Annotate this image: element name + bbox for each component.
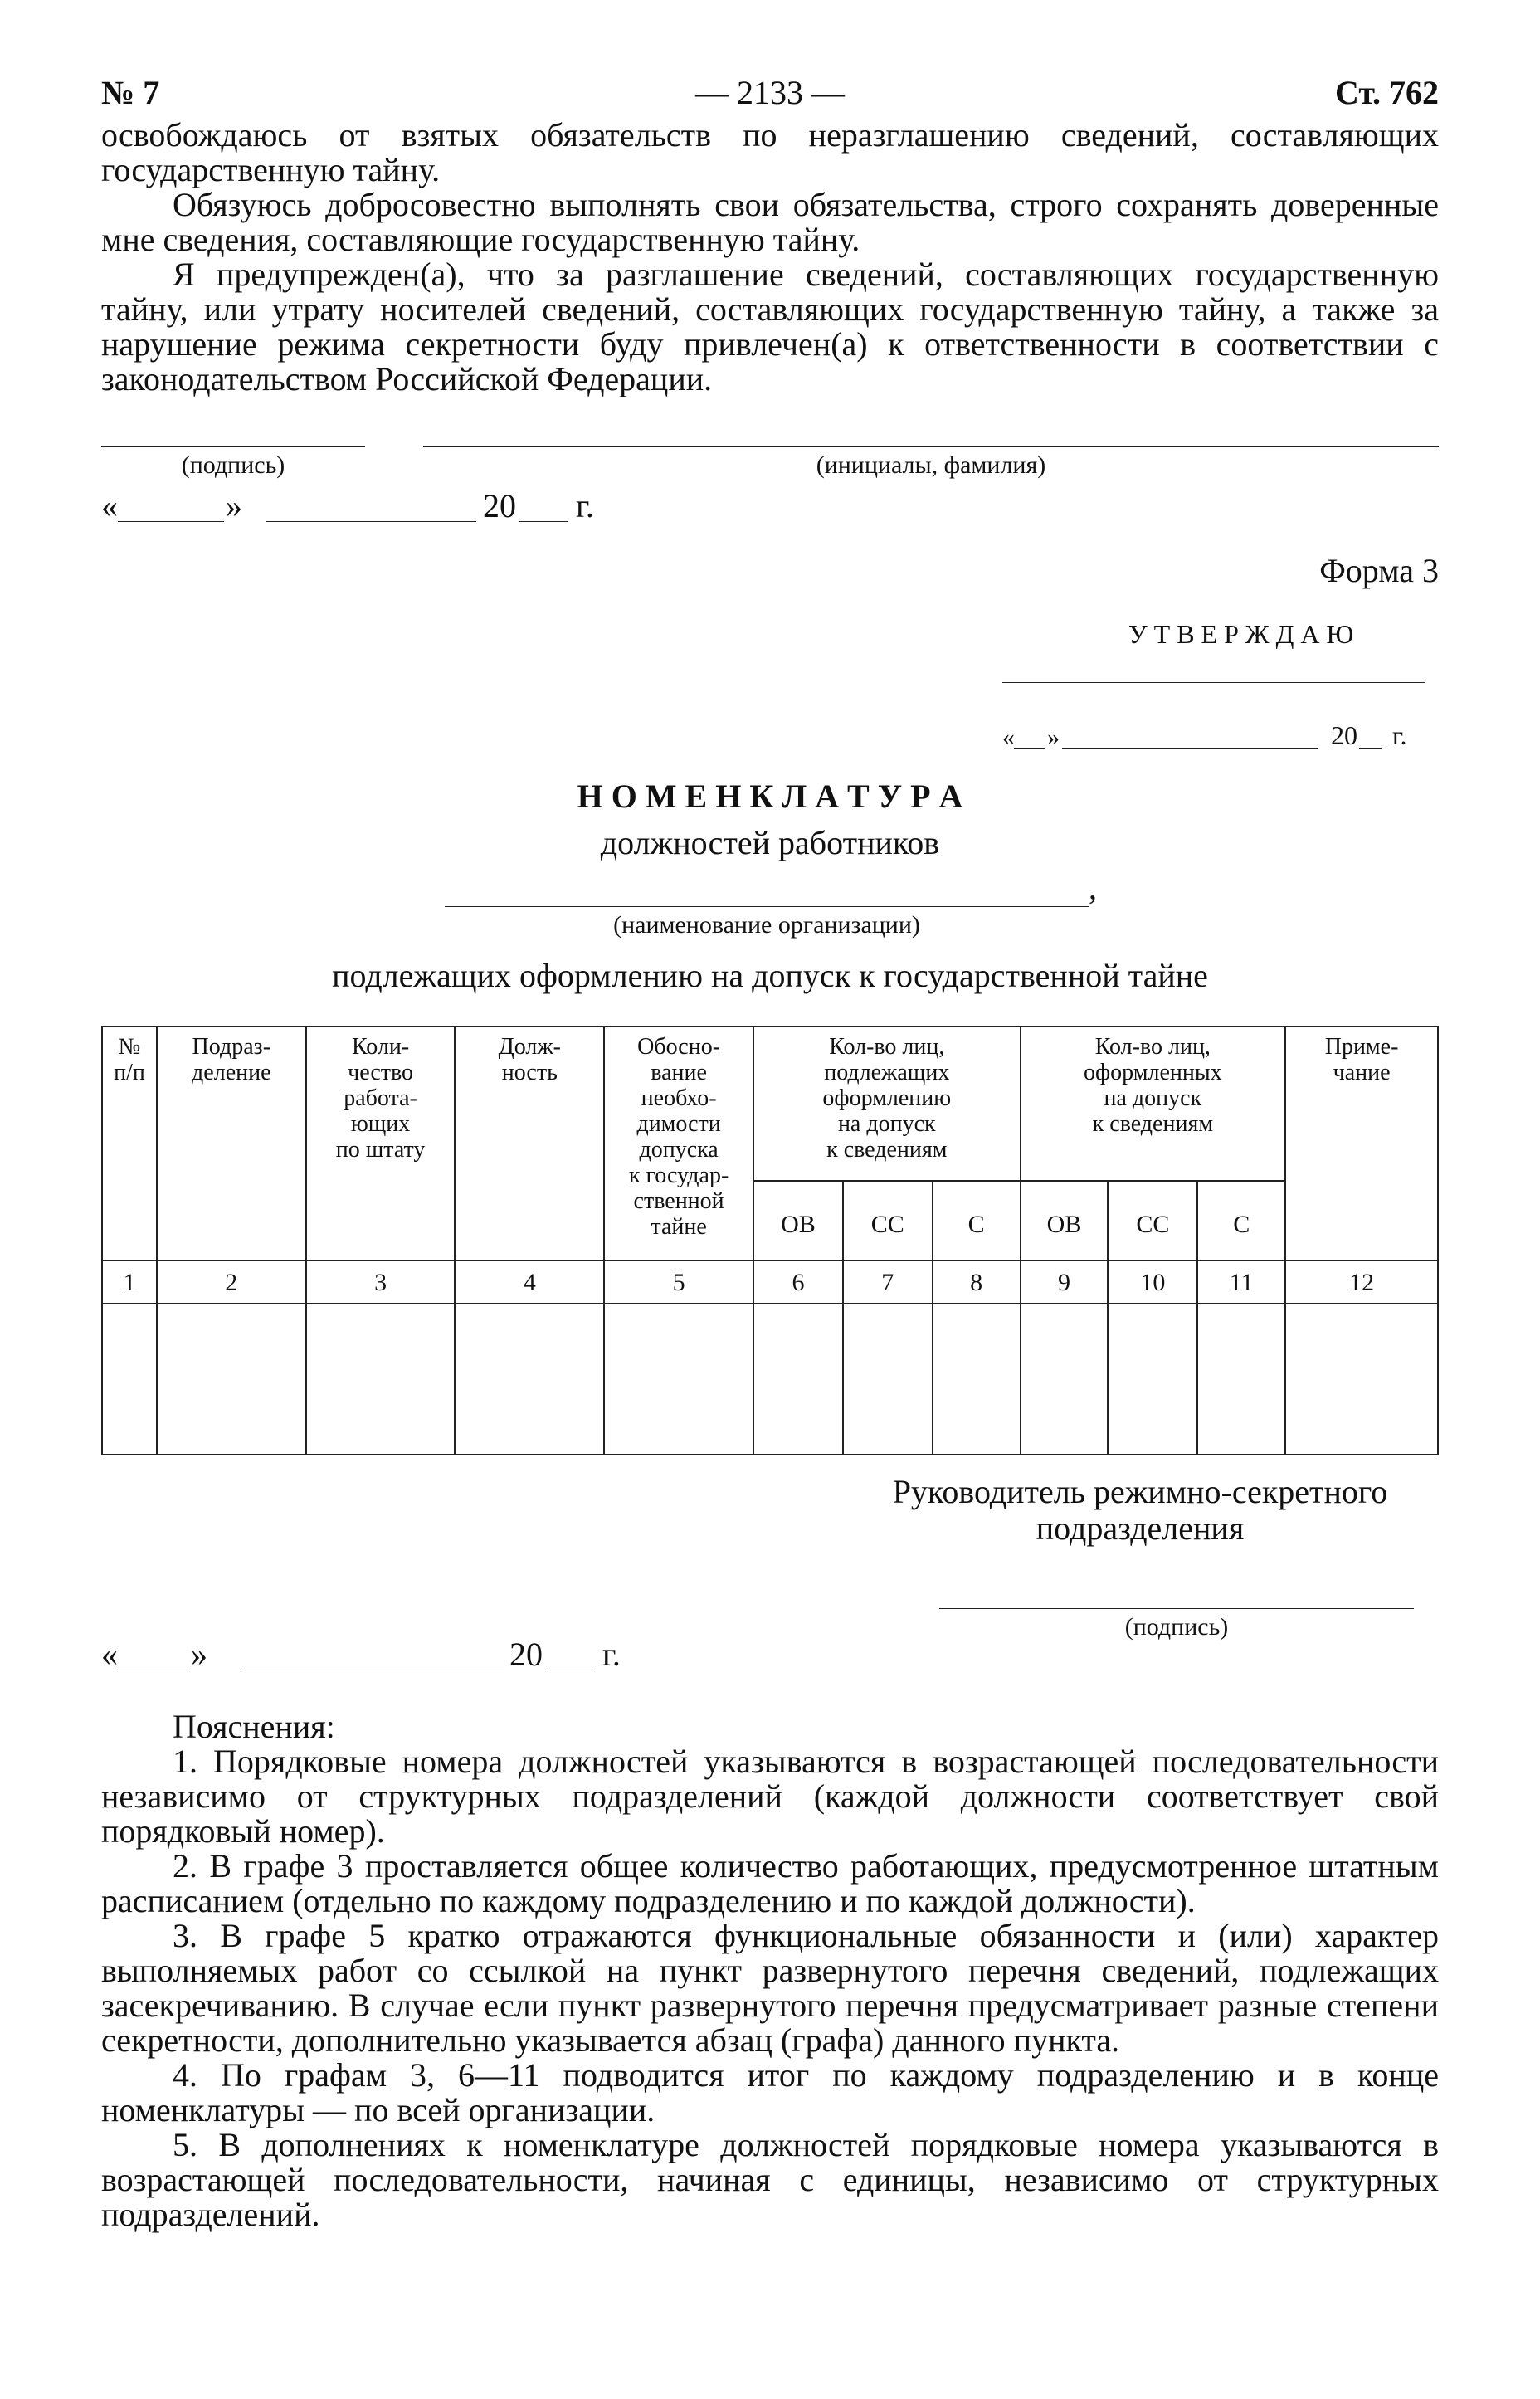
name-line xyxy=(423,446,1439,447)
sub-col-ov-2: ОВ xyxy=(1021,1181,1109,1260)
head-title-line-1: Руководитель режимно-секретного xyxy=(892,1473,1388,1510)
col-number-7: 7 xyxy=(843,1260,933,1304)
col-number-12: 12 xyxy=(1285,1260,1438,1304)
sub-col-s-1: С xyxy=(933,1181,1021,1260)
head-title-line-2: подразделения xyxy=(1036,1509,1245,1547)
col-header-division: Подраз- деление xyxy=(157,1026,306,1260)
col-header-formed-group: Кол-во лиц, оформленных на допуск к сведениям xyxy=(1021,1026,1286,1181)
form-label: Форма 3 xyxy=(1319,552,1439,589)
notes-heading: Пояснения: xyxy=(173,1708,335,1745)
intro-paragraph-3: Я предупрежден(а), что за разглашение сведений, составляющих государственную тайну, или утрату носителей сведений, составляющих государственную тайну, а также за нарушение режима секретности буду привлечен(а) к ответственности в соответствии с законодательством Российской Федерации. xyxy=(101,256,1439,397)
issue-number: № 7 xyxy=(101,74,160,111)
col-number-4: 4 xyxy=(455,1260,604,1304)
col-number-2: 2 xyxy=(157,1260,306,1304)
approve-day-blank xyxy=(1014,748,1045,749)
month-blank xyxy=(266,521,476,522)
note-item-5: 5. В дополнениях к номенклатуре должностей порядковые номера указываются в возрастающей последовательности, начиная с единицы, независимо от структурных подразделений. xyxy=(101,2126,1439,2233)
date-line-1 xyxy=(101,486,1439,536)
head-signature-caption: (подпись) xyxy=(1124,1613,1229,1641)
intro-paragraph-1: освобождаюсь от взятых обязательств по неразглашению сведений, составляющих государственную тайну. xyxy=(101,116,1439,188)
date2-close-quote: » xyxy=(191,1636,207,1673)
approve-year-blank xyxy=(1359,748,1382,749)
col-number-10: 10 xyxy=(1108,1260,1197,1304)
page-header xyxy=(101,66,1439,116)
article-number: Ст. 762 xyxy=(1335,74,1439,111)
year-prefix: 20 xyxy=(483,487,516,524)
head-signature-line xyxy=(939,1608,1414,1609)
form-subject: подлежащих оформлению на допуск к государственной тайне xyxy=(332,957,1208,994)
sub-col-ov-1: ОВ xyxy=(753,1181,843,1260)
col-header-note: Приме- чание xyxy=(1285,1026,1438,1260)
day-blank xyxy=(118,521,224,522)
org-caption: (наименование организации) xyxy=(613,911,920,939)
org-comma: , xyxy=(1089,869,1097,906)
form-subtitle: должностей работников xyxy=(600,824,940,861)
col-number-9: 9 xyxy=(1021,1260,1109,1304)
approver-line xyxy=(1002,682,1425,683)
signature-caption: (подпись) xyxy=(181,451,285,479)
note-item-1: 1. Порядковые номера должностей указываются в возрастающей последовательности независимо от структурных подразделений (каждой должности соответствует свой порядковый номер). xyxy=(101,1743,1439,1850)
col-number-6: 6 xyxy=(753,1260,843,1304)
note-item-2: 2. В графе 3 проставляется общее количество работающих, предусмотренное штатным расписанием (отдельно по каждому подразделению и по каждой должности). xyxy=(101,1847,1439,1919)
col-header-reason: Обосно- вание необхо- димости допуска к государ- ственной тайне xyxy=(604,1026,753,1260)
date-close-quote: » xyxy=(226,487,242,524)
col-number-8: 8 xyxy=(933,1260,1021,1304)
signature-line xyxy=(101,446,365,447)
head-signature-block xyxy=(101,1558,1439,1683)
note-item-4: 4. По графам 3, 6—11 подводится итог по каждому подразделению и в конце номенклатуры — по всей организации. xyxy=(101,2056,1439,2128)
approve-date-close-quote: » xyxy=(1047,724,1060,751)
col-header-subject-group: Кол-во лиц, подлежащих оформлению на допуск к сведениям xyxy=(753,1026,1021,1181)
approve-year-prefix: 20 xyxy=(1331,720,1357,750)
year-blank xyxy=(519,521,568,522)
col-number-1: 1 xyxy=(102,1260,157,1304)
year-suffix: г. xyxy=(576,487,594,524)
note-item-3: 3. В графе 5 кратко отражаются функциональные обязанности и (или) характер выполняемых работ со ссылкой на пункт развернутого перечня сведений, подлежащих засекречиванию. В случае если пункт развернутого перечня предусматривает разные степени секретности, дополнительно указывается абзац (графа) данного пункта. xyxy=(101,1917,1439,2059)
notes-section xyxy=(101,1709,1439,2232)
sub-col-ss-2: СС xyxy=(1108,1181,1197,1260)
col-header-count: Коли- чество работа- ющих по штату xyxy=(306,1026,456,1260)
col-header-no: № п/п xyxy=(102,1026,157,1260)
date2-year-prefix: 20 xyxy=(509,1636,543,1673)
date-open-quote: « xyxy=(101,487,118,524)
org-name-line xyxy=(445,906,1089,907)
approve-month-blank xyxy=(1062,748,1318,749)
form-title: Н О М Е Н К Л А Т У Р А xyxy=(577,778,963,815)
sub-col-s-2: С xyxy=(1197,1181,1285,1260)
sub-col-ss-1: СС xyxy=(843,1181,933,1260)
page-number: — 2133 — xyxy=(695,74,845,111)
approve-date-open-quote: « xyxy=(1002,724,1015,751)
intro-paragraph-2: Обязуюсь добросовестно выполнять свои обязательства, строго сохранять доверенные мне сведения, составляющие государственную тайну. xyxy=(101,186,1439,258)
date2-open-quote: « xyxy=(101,1636,118,1673)
col-header-position: Долж- ность xyxy=(455,1026,604,1260)
table-empty-row xyxy=(102,1304,1438,1455)
approve-year-suffix: г. xyxy=(1392,720,1407,750)
col-number-3: 3 xyxy=(306,1260,456,1304)
col-number-5: 5 xyxy=(604,1260,753,1304)
document-page xyxy=(101,66,1439,2232)
approve-label: У Т В Е Р Ж Д А Ю xyxy=(1128,619,1354,649)
form-section xyxy=(101,536,1439,1558)
date2-year-suffix: г. xyxy=(602,1636,621,1673)
name-caption: (инициалы, фамилия) xyxy=(816,451,1046,479)
col-number-11: 11 xyxy=(1197,1260,1285,1304)
